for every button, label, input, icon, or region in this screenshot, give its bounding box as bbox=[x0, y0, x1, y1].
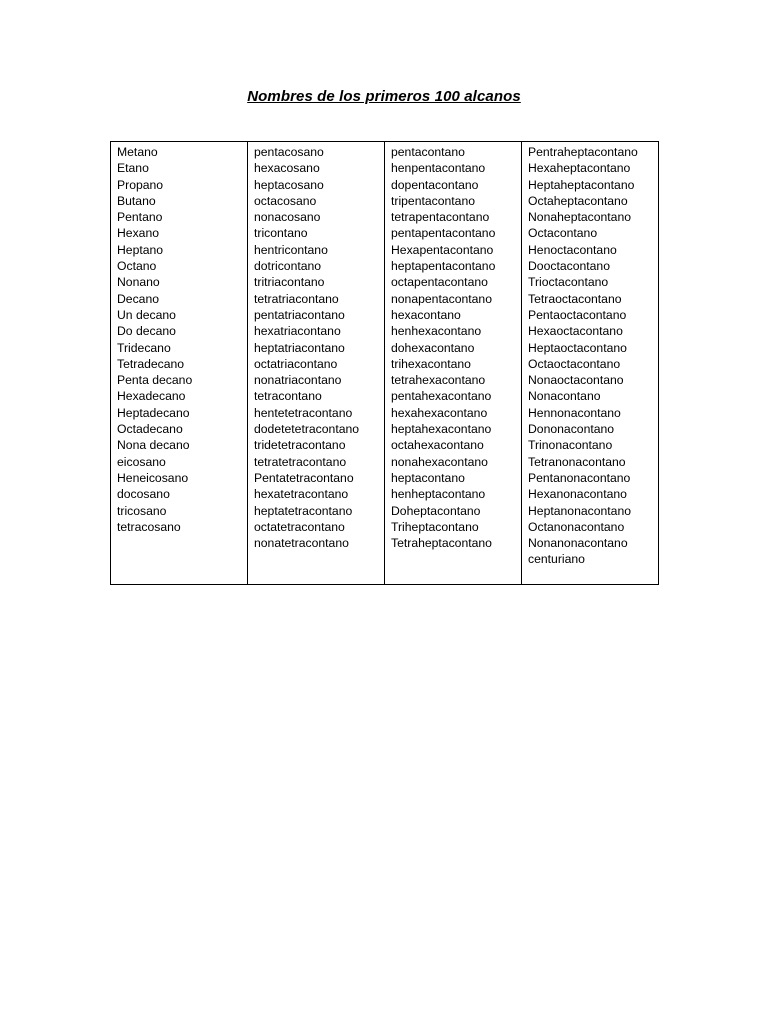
alkane-name: Hexaheptacontano bbox=[528, 161, 631, 176]
alkane-name: Nonaoctacontano bbox=[528, 373, 624, 388]
alkane-name: Hexapentacontano bbox=[391, 242, 494, 257]
alkane-name: Metano bbox=[117, 145, 158, 159]
table-row bbox=[111, 142, 659, 585]
alkane-name: octacosano bbox=[254, 193, 317, 208]
alkane-name: octapentacontano bbox=[391, 275, 488, 290]
alkane-name: dohexacontano bbox=[391, 340, 475, 355]
alkane-name: eicosano bbox=[117, 454, 166, 469]
name-list-column-3 bbox=[391, 144, 521, 551]
alkane-name: Dononacontano bbox=[528, 422, 615, 437]
alkane-name: heptahexacontano bbox=[391, 422, 492, 437]
name-list-column-4 bbox=[528, 144, 658, 568]
alkane-names-table bbox=[110, 141, 659, 585]
name-list-column-1 bbox=[117, 144, 247, 535]
alkane-name: Tridecano bbox=[117, 340, 171, 355]
alkane-name: tetracosano bbox=[117, 519, 181, 534]
alkane-name: dotricontano bbox=[254, 259, 322, 274]
table-column-1 bbox=[111, 142, 248, 585]
alkane-name: dopentacontano bbox=[391, 177, 479, 192]
alkane-name: Do decano bbox=[117, 324, 176, 339]
alkane-name: Pentraheptacontano bbox=[528, 145, 638, 159]
alkane-name: heptacontano bbox=[391, 470, 465, 485]
alkane-name: Heptadecano bbox=[117, 405, 190, 420]
alkane-name: tetracontano bbox=[254, 389, 322, 404]
alkane-name: Nonaheptacontano bbox=[528, 210, 632, 225]
alkane-name: Pentaoctacontano bbox=[528, 307, 627, 322]
alkane-name: hentricontano bbox=[254, 242, 328, 257]
alkane-name: nonacosano bbox=[254, 210, 321, 225]
table-column-4 bbox=[522, 142, 659, 585]
table-column-2 bbox=[248, 142, 385, 585]
alkane-name: Pentatetracontano bbox=[254, 470, 354, 485]
alkane-name: Tetradecano bbox=[117, 356, 185, 371]
alkane-name: Hexadecano bbox=[117, 389, 186, 404]
alkane-name: tetrahexacontano bbox=[391, 373, 486, 388]
alkane-name: tetratriacontano bbox=[254, 291, 339, 306]
alkane-name: Penta decano bbox=[117, 373, 193, 388]
table-column-3 bbox=[385, 142, 522, 585]
alkane-name: Hexano bbox=[117, 226, 160, 241]
alkane-name: Nona decano bbox=[117, 438, 190, 453]
alkane-name: Butano bbox=[117, 193, 156, 208]
alkane-name: Henoctacontano bbox=[528, 242, 617, 257]
alkane-name: Tetranonacontano bbox=[528, 454, 626, 469]
alkane-name: hexatetracontano bbox=[254, 487, 349, 502]
alkane-name: Dooctacontano bbox=[528, 259, 610, 274]
alkane-name: Heptaoctacontano bbox=[528, 340, 627, 355]
alkane-name: Hexaoctacontano bbox=[528, 324, 623, 339]
alkane-name: Hexanonacontano bbox=[528, 487, 627, 502]
alkane-name: Heptano bbox=[117, 242, 164, 257]
alkane-name: Propano bbox=[117, 177, 164, 192]
alkane-name: docosano bbox=[117, 487, 170, 502]
alkane-name: centuriano bbox=[528, 552, 585, 567]
alkane-name: henhexacontano bbox=[391, 324, 482, 339]
alkane-name: pentacosano bbox=[254, 145, 324, 159]
document-title: Nombres de los primeros 100 alcanos bbox=[247, 88, 521, 105]
alkane-name: heptatriacontano bbox=[254, 340, 345, 355]
alkane-name: hexatriacontano bbox=[254, 324, 341, 339]
alkane-name: hexacontano bbox=[391, 307, 461, 322]
alkane-name: dodetetetracontano bbox=[254, 422, 360, 437]
alkane-name: pentapentacontano bbox=[391, 226, 496, 241]
alkane-name: Etano bbox=[117, 161, 149, 176]
alkane-name: tritriacontano bbox=[254, 275, 325, 290]
alkane-name: henheptacontano bbox=[391, 487, 486, 502]
alkane-name: heptacosano bbox=[254, 177, 324, 192]
name-list-column-2 bbox=[254, 144, 384, 551]
alkane-name: Octaheptacontano bbox=[528, 193, 628, 208]
alkane-name: octatriacontano bbox=[254, 356, 338, 371]
alkane-name: nonatetracontano bbox=[254, 536, 349, 551]
alkane-name: octahexacontano bbox=[391, 438, 484, 453]
alkane-name: Pentano bbox=[117, 210, 163, 225]
alkane-name: nonapentacontano bbox=[391, 291, 492, 306]
alkane-name: Heneicosano bbox=[117, 470, 189, 485]
alkane-name: Trioctacontano bbox=[528, 275, 609, 290]
alkane-name: Octanonacontano bbox=[528, 519, 625, 534]
alkane-name: trihexacontano bbox=[391, 356, 471, 371]
alkane-name: Doheptacontano bbox=[391, 503, 481, 518]
alkane-name: Decano bbox=[117, 291, 160, 306]
alkane-name: henpentacontano bbox=[391, 161, 486, 176]
alkane-name: tridetetracontano bbox=[254, 438, 346, 453]
alkane-name: Heptanonacontano bbox=[528, 503, 632, 518]
alkane-name: hentetetracontano bbox=[254, 405, 353, 420]
alkane-name: Nonano bbox=[117, 275, 160, 290]
alkane-name: Un decano bbox=[117, 307, 176, 322]
alkane-name: Hennonacontano bbox=[528, 405, 621, 420]
alkane-name: Trinonacontano bbox=[528, 438, 613, 453]
alkane-name: tripentacontano bbox=[391, 193, 476, 208]
alkane-name: Tetraoctacontano bbox=[528, 291, 622, 306]
alkane-name: Octano bbox=[117, 259, 157, 274]
alkane-name: Nonacontano bbox=[528, 389, 601, 404]
alkane-name: Octadecano bbox=[117, 422, 183, 437]
alkane-name: tetrapentacontano bbox=[391, 210, 490, 225]
alkane-name: tricosano bbox=[117, 503, 167, 518]
alkane-name: pentahexacontano bbox=[391, 389, 492, 404]
alkane-name: heptatetracontano bbox=[254, 503, 353, 518]
alkane-name: hexacosano bbox=[254, 161, 320, 176]
alkane-name: Pentanonacontano bbox=[528, 470, 631, 485]
alkane-name: pentatriacontano bbox=[254, 307, 345, 322]
alkane-name: Octaoctacontano bbox=[528, 356, 621, 371]
alkane-name: Triheptacontano bbox=[391, 519, 479, 534]
alkane-name: hexahexacontano bbox=[391, 405, 488, 420]
alkane-name: nonatriacontano bbox=[254, 373, 342, 388]
alkane-name: Heptaheptacontano bbox=[528, 177, 635, 192]
alkane-name: Tetraheptacontano bbox=[391, 536, 492, 551]
alkane-name: Octacontano bbox=[528, 226, 598, 241]
alkane-name: tricontano bbox=[254, 226, 308, 241]
alkane-name: octatetracontano bbox=[254, 519, 345, 534]
alkane-name: nonahexacontano bbox=[391, 454, 488, 469]
alkane-name: pentacontano bbox=[391, 145, 465, 159]
alkane-name: heptapentacontano bbox=[391, 259, 496, 274]
alkane-name: tetratetracontano bbox=[254, 454, 347, 469]
alkane-name: Nonanonacontano bbox=[528, 536, 628, 551]
